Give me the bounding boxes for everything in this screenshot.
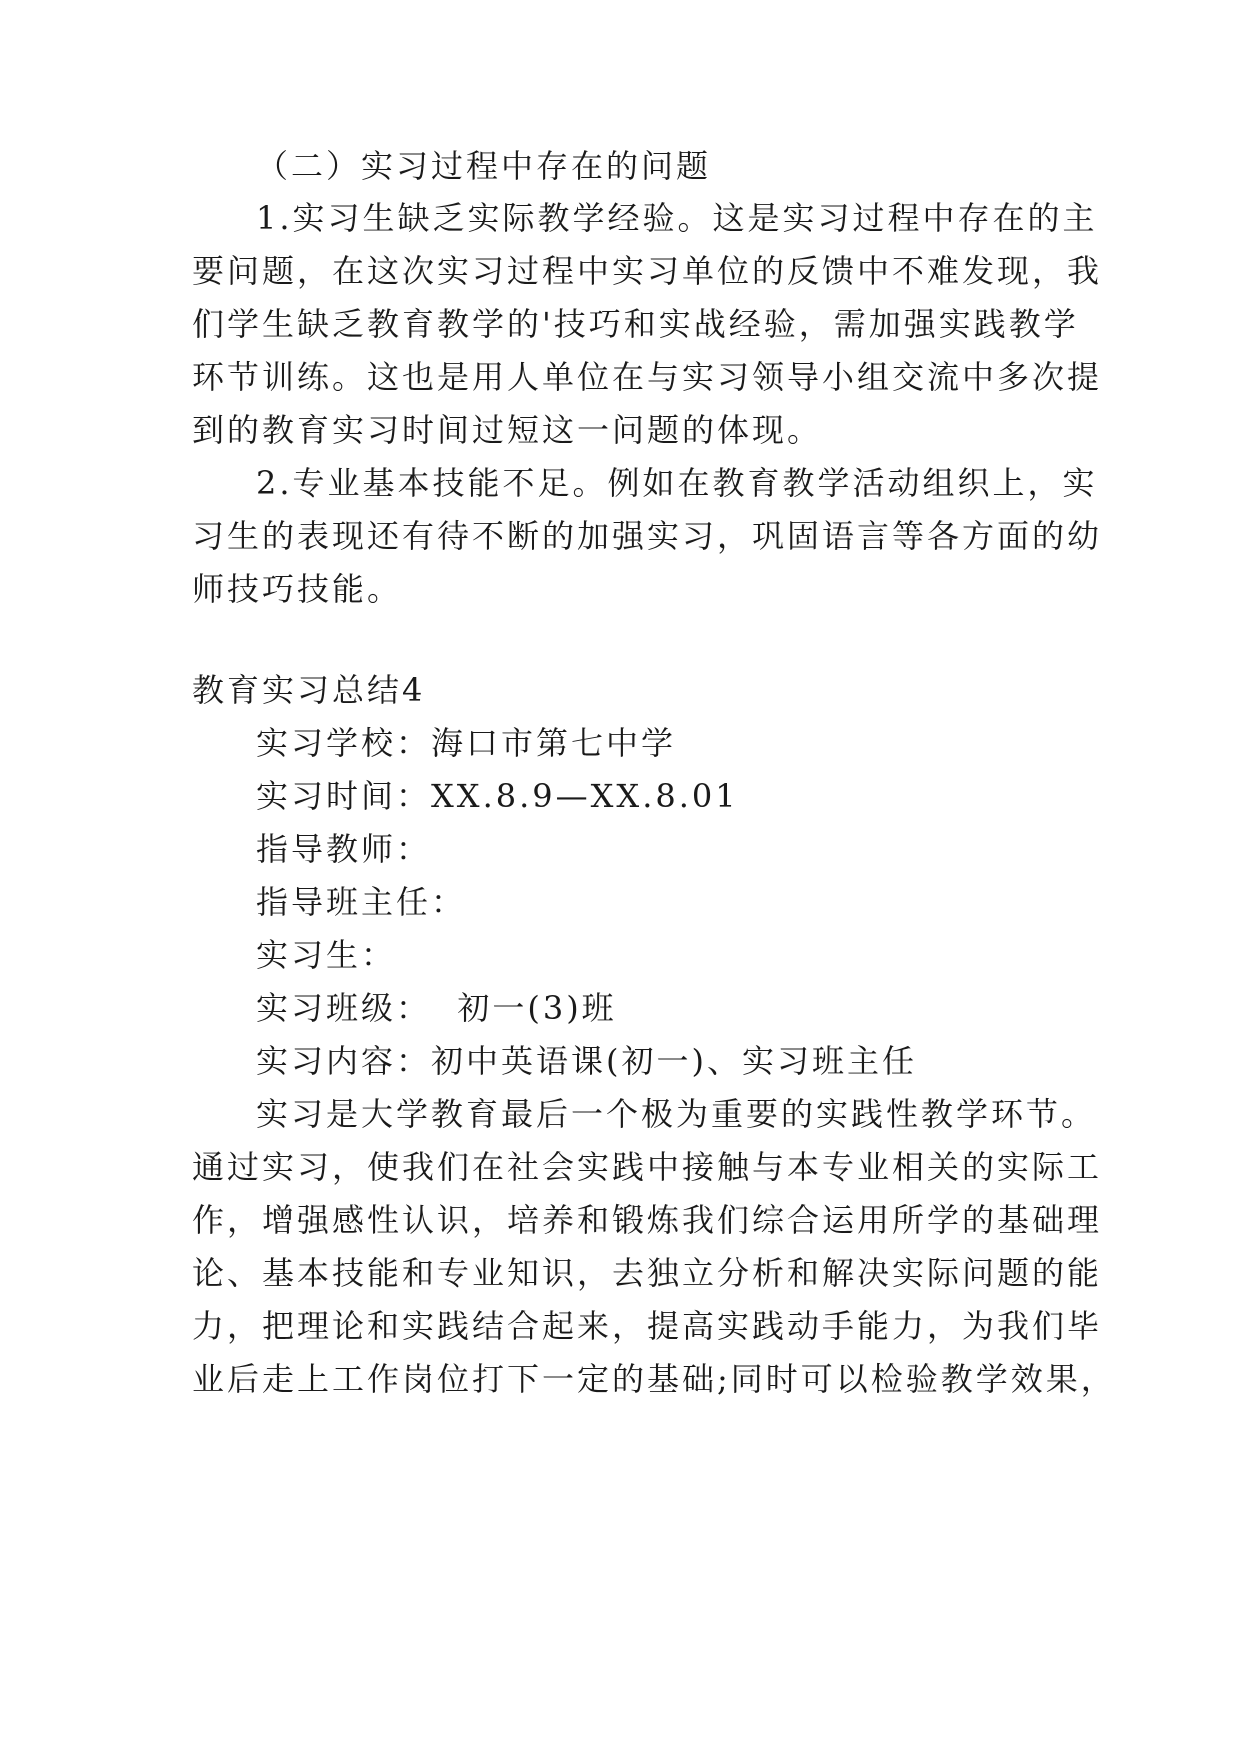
paragraph-line: 作，增强感性认识，培养和锻炼我们综合运用所学的基础理 <box>192 1201 1103 1239</box>
info-field: 实习时间：XX.8.9—XX.8.01 <box>256 777 739 815</box>
paragraph-line: 2.专业基本技能不足。例如在教育教学活动组织上，实 <box>256 464 1098 502</box>
paragraph-line: 实习是大学教育最后一个极为重要的实践性教学环节。 <box>256 1095 1097 1133</box>
info-field: 实习班级： 初一(3)班 <box>256 989 617 1027</box>
paragraph-line: 习生的表现还有待不断的加强实习，巩固语言等各方面的幼 <box>192 517 1103 555</box>
paragraph-line: 力，把理论和实践结合起来，提高实践动手能力，为我们毕 <box>192 1307 1103 1345</box>
paragraph-line: 环节训练。这也是用人单位在与实习领导小组交流中多次提 <box>192 358 1103 396</box>
paragraph-line: 论、基本技能和专业知识，去独立分析和解决实际问题的能 <box>192 1254 1103 1292</box>
section-heading: （二）实习过程中存在的问题 <box>256 147 712 185</box>
paragraph-line: 业后走上工作岗位打下一定的基础;同时可以检验教学效果， <box>192 1360 1116 1398</box>
info-field: 实习学校：海口市第七中学 <box>256 724 677 762</box>
paragraph-line: 师技巧技能。 <box>192 570 403 608</box>
info-field: 指导班主任： <box>256 883 467 921</box>
info-field: 实习内容：初中英语课(初一)、实习班主任 <box>256 1042 917 1080</box>
document-title: 教育实习总结4 <box>192 671 426 709</box>
info-field: 指导教师： <box>256 830 432 868</box>
paragraph-line: 到的教育实习时间过短这一问题的体现。 <box>192 411 823 449</box>
paragraph-line: 要问题，在这次实习过程中实习单位的反馈中不难发现，我 <box>192 252 1103 290</box>
paragraph-line: 们学生缺乏教育教学的'技巧和实战经验，需加强实践教学 <box>192 305 1079 343</box>
info-field: 实习生： <box>256 936 397 974</box>
paragraph-line: 1.实习生缺乏实际教学经验。这是实习过程中存在的主 <box>256 199 1098 237</box>
paragraph-line: 通过实习，使我们在社会实践中接触与本专业相关的实际工 <box>192 1148 1103 1186</box>
